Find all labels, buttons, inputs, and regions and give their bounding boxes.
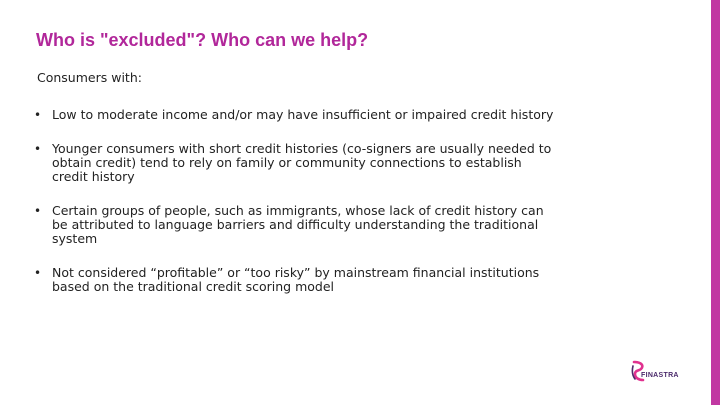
- bullet-item: [34, 108, 554, 122]
- bullet-list: [34, 108, 554, 314]
- bullet-text: Not considered “profitable” or “too risky” by mainstream financial institutions based on the traditional credit scoring model: [52, 265, 540, 294]
- bullet-icon: •: [34, 108, 42, 122]
- bullet-icon: •: [34, 204, 42, 218]
- bullet-item: [34, 142, 554, 184]
- slide-title: Who is "excluded"? Who can we help?: [36, 30, 369, 50]
- logo-text: FINASTRA: [641, 372, 679, 379]
- bullet-item: [34, 266, 554, 294]
- finastra-logo: [628, 360, 684, 386]
- bullet-text: Low to moderate income and/or may have insufficient or impaired credit history: [52, 107, 554, 122]
- bullet-text: Younger consumers with short credit histories (co-signers are usually needed to obtain credit) tend to rely on family or community connections to establish credit history: [52, 141, 552, 184]
- bullet-icon: •: [34, 266, 42, 280]
- bullet-item: [34, 204, 554, 246]
- bullet-text: Certain groups of people, such as immigrants, whose lack of credit history can be attributed to language barriers and difficulty understanding the traditional system: [52, 203, 544, 246]
- intro-text: Consumers with:: [37, 70, 142, 85]
- bullet-icon: •: [34, 142, 42, 156]
- accent-bar: [711, 0, 720, 405]
